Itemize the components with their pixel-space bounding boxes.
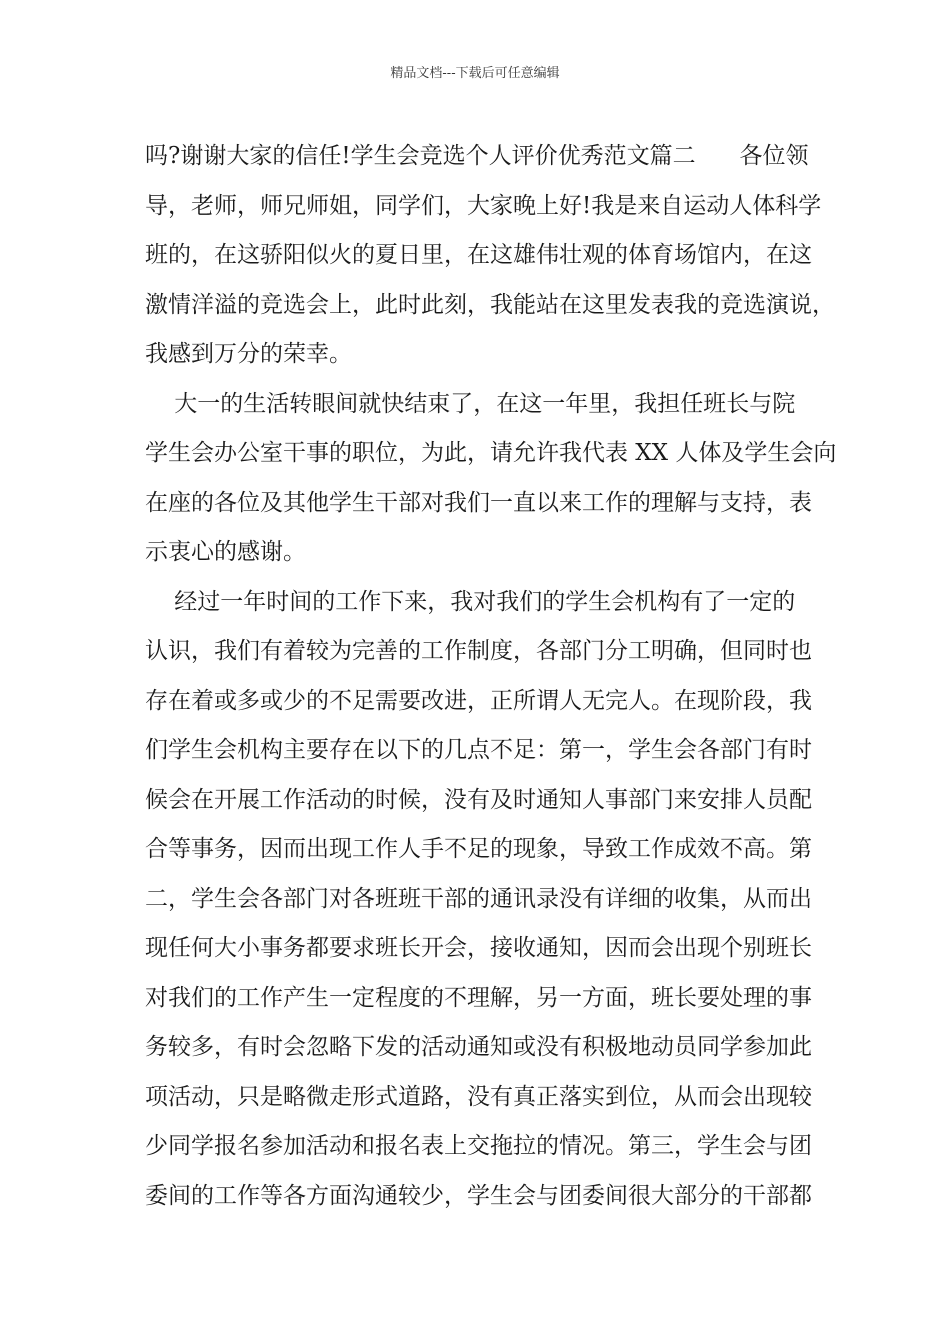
text-line: 们学生会机构主要存在以下的几点不足：第一，学生会各部门有时 — [145, 737, 812, 763]
text-line: 示衷心的感谢。 — [145, 539, 306, 565]
text-line: 存在着或多或少的不足需要改进，正所谓人无完人。在现阶段，我 — [145, 687, 812, 714]
text-line: 在座的各位及其他学生干部对我们一直以来工作的理解与支持，表 — [145, 489, 812, 516]
text-line: 经过一年时间的工作下来，我对我们的学生会机构有了一定的 — [145, 588, 796, 615]
page-header: 精品文档---下载后可任意编辑 — [390, 66, 560, 81]
text-line: 吗?谢谢大家的信任!学生会竞选个人评价优秀范文篇二 各位领 — [145, 143, 809, 169]
text-line: 导，老师，师兄师姐，同学们，大家晚上好!我是来自运动人体科学 — [145, 192, 822, 219]
text-line: 我感到万分的荣幸。 — [145, 341, 352, 367]
text-line: 候会在开展工作活动的时候，没有及时通知人事部门来安排人员配 — [145, 786, 812, 813]
text-line: 务较多，有时会忽略下发的活动通知或没有积极地动员同学参加此 — [145, 1034, 812, 1060]
text-line: 大一的生活转眼间就快结束了，在这一年里，我担任班长与院 — [145, 390, 796, 417]
text-line: 合等事务，因而出现工作人手不足的现象，导致工作成效不高。第 — [145, 836, 812, 862]
text-line: 二，学生会各部门对各班班干部的通讯录没有详细的收集，从而出 — [145, 885, 812, 912]
text-line: 委间的工作等各方面沟通较少，学生会与团委间很大部分的干部都 — [145, 1182, 812, 1209]
text-line: 认识，我们有着较为完善的工作制度，各部门分工明确，但同时也 — [145, 638, 812, 664]
text-line: 对我们的工作产生一定程度的不理解，另一方面，班长要处理的事 — [145, 984, 812, 1011]
text-line: 少同学报名参加活动和报名表上交拖拉的情况。第三，学生会与团 — [145, 1133, 812, 1159]
text-line: 激情洋溢的竞选会上，此时此刻，我能站在这里发表我的竞选演说， — [145, 291, 835, 318]
text-line: 班的，在这骄阳似火的夏日里，在这雄伟壮观的体育场馆内，在这 — [145, 242, 812, 268]
text-line: 学生会办公室干事的职位，为此，请允许我代表 XX 人体及学生会向 — [145, 440, 837, 466]
text-line: 现任何大小事务都要求班长开会，接收通知，因而会出现个别班长 — [145, 935, 812, 961]
text-line: 项活动，只是略微走形式道路，没有真正落实到位，从而会出现较 — [145, 1083, 812, 1110]
document-body — [145, 132, 837, 1221]
